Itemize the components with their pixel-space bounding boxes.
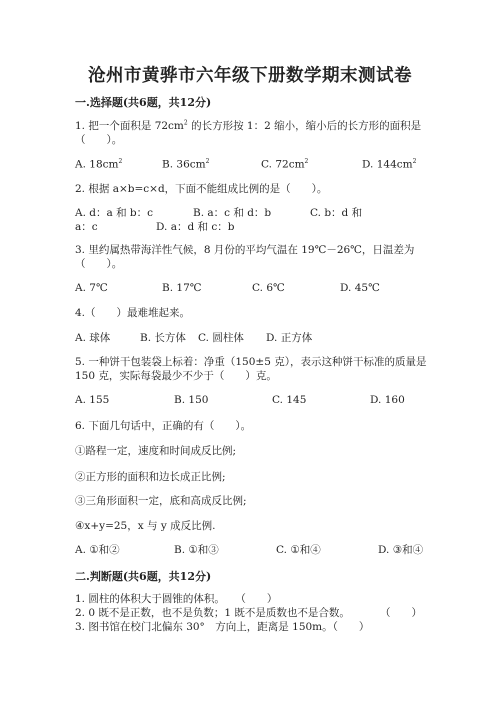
question-2-option-a-continued: a：c	[75, 221, 98, 233]
question-6-option-a[interactable]: A. ①和②	[75, 544, 120, 556]
question-2-text: 2. 根据 a×b=c×d，下面不能组成比例的是（ ）。	[75, 183, 328, 195]
question-6-option-b[interactable]: B. ①和③	[174, 544, 219, 556]
question-4-option-a[interactable]: A. 球体	[75, 332, 111, 344]
judgment-question-3: 3. 图书馆在校门北偏东 30° 方向上，距离是 150m。（ ）	[75, 621, 370, 633]
question-1-superscript: 2	[183, 119, 188, 127]
question-1-text	[75, 118, 421, 133]
question-1-option-c[interactable]: C. $72cm^2$	[261, 158, 309, 171]
section-heading-judgment: 二.判断题(共6题，共12分)	[75, 570, 212, 583]
question-3-option-a[interactable]: A. 7℃	[75, 282, 108, 294]
question-1-option-b[interactable]: B. $36cm^2$	[162, 158, 210, 171]
question-6-statement-2: ②正方形的面积和边长成正比例;	[75, 471, 226, 483]
question-6-option-d[interactable]: D. ③和④	[378, 544, 424, 556]
section-heading-choice: 一.选择题(共6题，共12分)	[75, 96, 212, 109]
question-6-statement-1: ①路程一定，速度和时间成反比例;	[75, 445, 237, 457]
question-6-option-c[interactable]: C. ①和④	[276, 544, 321, 556]
question-3-option-c[interactable]: C. 6℃	[252, 282, 285, 294]
judgment-question-1: 1. 圆柱的体积大于圆锥的体积。 （ ）	[75, 593, 278, 605]
question-1-option-a[interactable]: A. $18cm^2$	[75, 158, 123, 171]
question-4-option-d[interactable]: D. 正方体	[266, 332, 313, 344]
question-4-text: 4.（ ）最难堆起来。	[75, 307, 191, 319]
question-3-option-b[interactable]: B. 17℃	[162, 282, 202, 294]
question-5-text: 5. 一种饼干包装袋上标着：净重（150±5 克），表示这种饼干标准的质量是	[75, 356, 427, 368]
question-6-text: 6. 下面几句话中，正确的有（ ）。	[75, 420, 252, 432]
question-2-option-c[interactable]: C. b：d 和	[310, 207, 363, 219]
question-1-answer-blank: （ ）。	[75, 134, 123, 146]
question-1-option-d[interactable]: D. $144cm^2$	[362, 158, 417, 171]
question-2-option-d[interactable]: D. a：d 和 c：b	[156, 221, 235, 233]
question-3-answer-blank: （ ）。	[75, 258, 123, 270]
question-4-option-b[interactable]: B. 长方体	[140, 332, 186, 344]
question-5-option-d[interactable]: D. 160	[370, 394, 405, 406]
question-5-option-a[interactable]: A. 155	[75, 394, 110, 406]
question-5-text-continued: 150 克，实际每袋最少不少于（ ）克。	[75, 370, 277, 382]
question-2-option-b[interactable]: B. a：c 和 d：b	[193, 207, 272, 219]
question-2-option-a[interactable]: A. d：a 和 b：c	[75, 207, 154, 219]
question-1-part-b: 的长方形按 1：2 缩小，缩小后的长方形的面积是	[187, 120, 422, 132]
question-3-text: 3. 里约属热带海洋性气候，8 月份的平均气温在 19℃－26℃，日温差为	[75, 244, 415, 256]
question-6-statement-4: ④x+y=25，x 与 y 成反比例.	[75, 520, 216, 532]
question-6-statement-3: ③三角形面积一定，底和高成反比例;	[75, 495, 247, 507]
judgment-question-2: 2. 0 既不是正数，也不是负数；1 既不是质数也不是合数。	[75, 607, 350, 619]
question-4-option-c[interactable]: C. 圆柱体	[198, 332, 244, 344]
question-5-option-c[interactable]: C. 145	[272, 394, 307, 406]
question-3-option-d[interactable]: D. 45℃	[340, 282, 380, 294]
question-5-option-b[interactable]: B. 150	[174, 394, 209, 406]
judgment-question-2-blank: （ ）	[380, 607, 422, 619]
page-title: 沧州市黄骅市六年级下册数学期末测试卷	[88, 66, 412, 86]
question-1-part-a: 1. 把一个面积是 72cm	[75, 120, 184, 132]
